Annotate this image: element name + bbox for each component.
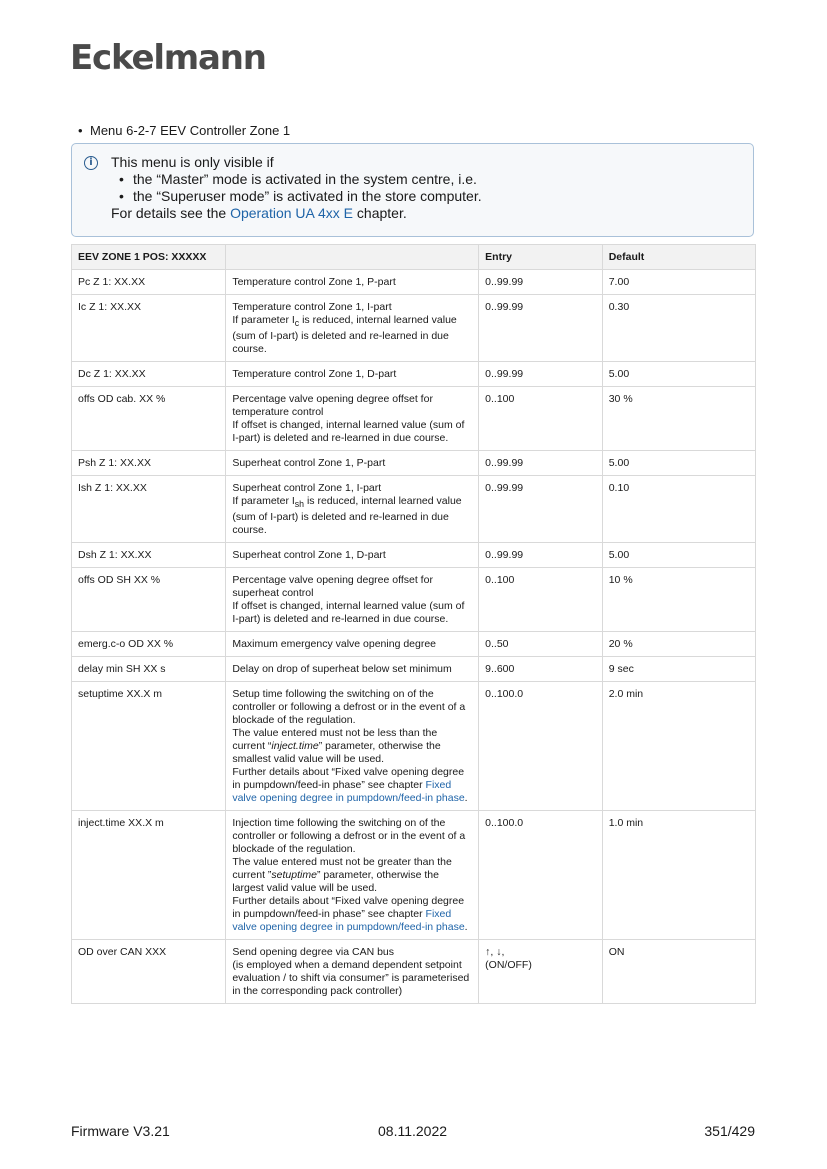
desc-cell: Superheat control Zone 1, D-part: [226, 543, 479, 568]
param-cell: Pc Z 1: XX.XX: [72, 270, 226, 295]
param-cell: offs OD SH XX %: [72, 568, 226, 632]
default-cell: 5.00: [602, 451, 755, 476]
operation-chapter-link[interactable]: Operation UA 4xx E: [230, 205, 354, 221]
desc-cell: Temperature control Zone 1, I-part If parameter $I_c$ is reduced, internal learned value (sum of I-part) is deleted and re-learned in due course.: [226, 295, 479, 362]
info-icon: i: [84, 156, 98, 170]
table-row: [72, 657, 756, 682]
desc-cell: Maximum emergency valve opening degree: [226, 632, 479, 657]
table-header-row: [72, 245, 756, 270]
note-intro: This menu is only visible if: [111, 154, 274, 170]
default-cell: 2.0 min: [602, 682, 755, 811]
entry-cell: 9..600: [479, 657, 603, 682]
fixed-valve-chapter-link[interactable]: Fixed valve opening degree in pumpdown/feed-in phase: [232, 908, 465, 934]
desc-cell: Temperature control Zone 1, D-part: [226, 362, 479, 387]
parameter-table: [71, 244, 756, 1004]
menu-title: • Menu 6-2-7 EEV Controller Zone 1: [78, 123, 291, 138]
param-cell: inject.time XX.X m: [72, 811, 226, 940]
entry-cell: 0..99.99: [479, 543, 603, 568]
table-row: [72, 387, 756, 451]
param-cell: Dsh Z 1: XX.XX: [72, 543, 226, 568]
entry-cell: 0..99.99: [479, 270, 603, 295]
entry-cell: 0..100: [479, 387, 603, 451]
default-cell: 0.10: [602, 476, 755, 543]
param-cell: emerg.c-o OD XX %: [72, 632, 226, 657]
default-cell: 10 %: [602, 568, 755, 632]
table-row: [72, 632, 756, 657]
desc-cell: Percentage valve opening degree offset for superheat control If offset is changed, internal learned value (sum of I-part) is deleted and re-learned in due course.: [226, 568, 479, 632]
note-item: • the “Master” mode is activated in the system centre, i.e.: [119, 171, 477, 187]
table-row: [72, 362, 756, 387]
table-row: [72, 270, 756, 295]
param-cell: Ic Z 1: XX.XX: [72, 295, 226, 362]
note-text: [111, 154, 482, 222]
default-cell: 9 sec: [602, 657, 755, 682]
param-cell: offs OD cab. XX %: [72, 387, 226, 451]
entry-cell: 0..100.0: [479, 811, 603, 940]
desc-cell: Send opening degree via CAN bus (is employed when a demand dependent setpoint evaluation / to shift via consumer” is parameterised in the corresponding pack controller): [226, 940, 479, 1004]
desc-cell: Setup time following the switching on of the controller or following a defrost or in the event of a blockade of the regulation. The value entered must not be less than the current “inject.time” parameter, otherwise the smallest valid value will be used. Further details about “Fixed valve opening degree in pumpdown/feed-in phase” see chapter Fixed valve opening degree in pumpdown/feed-in phase.: [226, 682, 479, 811]
table-row: [72, 543, 756, 568]
entry-cell: ↑, ↓, (ON/OFF): [479, 940, 603, 1004]
param-cell: Ish Z 1: XX.XX: [72, 476, 226, 543]
desc-cell: Injection time following the switching on of the controller or following a defrost or in the event of a blockade of the regulation. The value entered must not be greater than the current ”setuptime” parameter, otherwise the largest valid value will be used. Further details about “Fixed valve opening degree in pumpdown/feed-in phase” see chapter Fixed valve opening degree in pumpdown/feed-in phase.: [226, 811, 479, 940]
table-row: [72, 682, 756, 811]
header-default: Default: [602, 245, 755, 270]
footer-firmware: Firmware V3.21: [71, 1123, 170, 1139]
desc-cell: Delay on drop of superheat below set minimum: [226, 657, 479, 682]
note-details: For details see the Operation UA 4xx E chapter.: [111, 205, 407, 221]
footer-date: 08.11.2022: [378, 1123, 448, 1139]
default-cell: ON: [602, 940, 755, 1004]
menu-title-text: Menu 6-2-7 EEV Controller Zone 1: [90, 123, 291, 138]
footer-page-number: 351/429: [704, 1123, 755, 1139]
desc-cell: Superheat control Zone 1, I-part If parameter $I_{sh}$ is reduced, internal learned value (sum of I-part) is deleted and re-learned in due course.: [226, 476, 479, 543]
entry-cell: 0..50: [479, 632, 603, 657]
eckelmann-logo: Eckelmann: [70, 38, 266, 78]
entry-cell: 0..99.99: [479, 295, 603, 362]
entry-cell: 0..99.99: [479, 476, 603, 543]
info-note-box: [71, 143, 754, 237]
param-cell: setuptime XX.X m: [72, 682, 226, 811]
table-row: [72, 568, 756, 632]
desc-cell: Percentage valve opening degree offset for temperature control If offset is changed, internal learned value (sum of I-part) is deleted and re-learned in due course.: [226, 387, 479, 451]
default-cell: 5.00: [602, 543, 755, 568]
param-cell: Psh Z 1: XX.XX: [72, 451, 226, 476]
entry-cell: 0..100: [479, 568, 603, 632]
default-cell: 5.00: [602, 362, 755, 387]
header-entry: Entry: [479, 245, 603, 270]
param-cell: Dc Z 1: XX.XX: [72, 362, 226, 387]
table-row: [72, 295, 756, 362]
entry-cell: 0..99.99: [479, 451, 603, 476]
header-description: [226, 245, 479, 270]
table-row: [72, 940, 756, 1004]
desc-cell: Temperature control Zone 1, P-part: [226, 270, 479, 295]
default-cell: 1.0 min: [602, 811, 755, 940]
param-cell: OD over CAN XXX: [72, 940, 226, 1004]
entry-cell: 0..99.99: [479, 362, 603, 387]
table-row: [72, 811, 756, 940]
entry-cell: 0..100.0: [479, 682, 603, 811]
default-cell: 20 %: [602, 632, 755, 657]
default-cell: 30 %: [602, 387, 755, 451]
table-row: [72, 451, 756, 476]
header-parameter: EEV ZONE 1 POS: XXXXX: [72, 245, 226, 270]
table-row: [72, 476, 756, 543]
desc-cell: Superheat control Zone 1, P-part: [226, 451, 479, 476]
default-cell: 0.30: [602, 295, 755, 362]
fixed-valve-chapter-link[interactable]: Fixed valve opening degree in pumpdown/feed-in phase: [232, 779, 465, 805]
default-cell: 7.00: [602, 270, 755, 295]
param-cell: delay min SH XX s: [72, 657, 226, 682]
note-item: • the “Superuser mode” is activated in the store computer.: [119, 188, 482, 204]
